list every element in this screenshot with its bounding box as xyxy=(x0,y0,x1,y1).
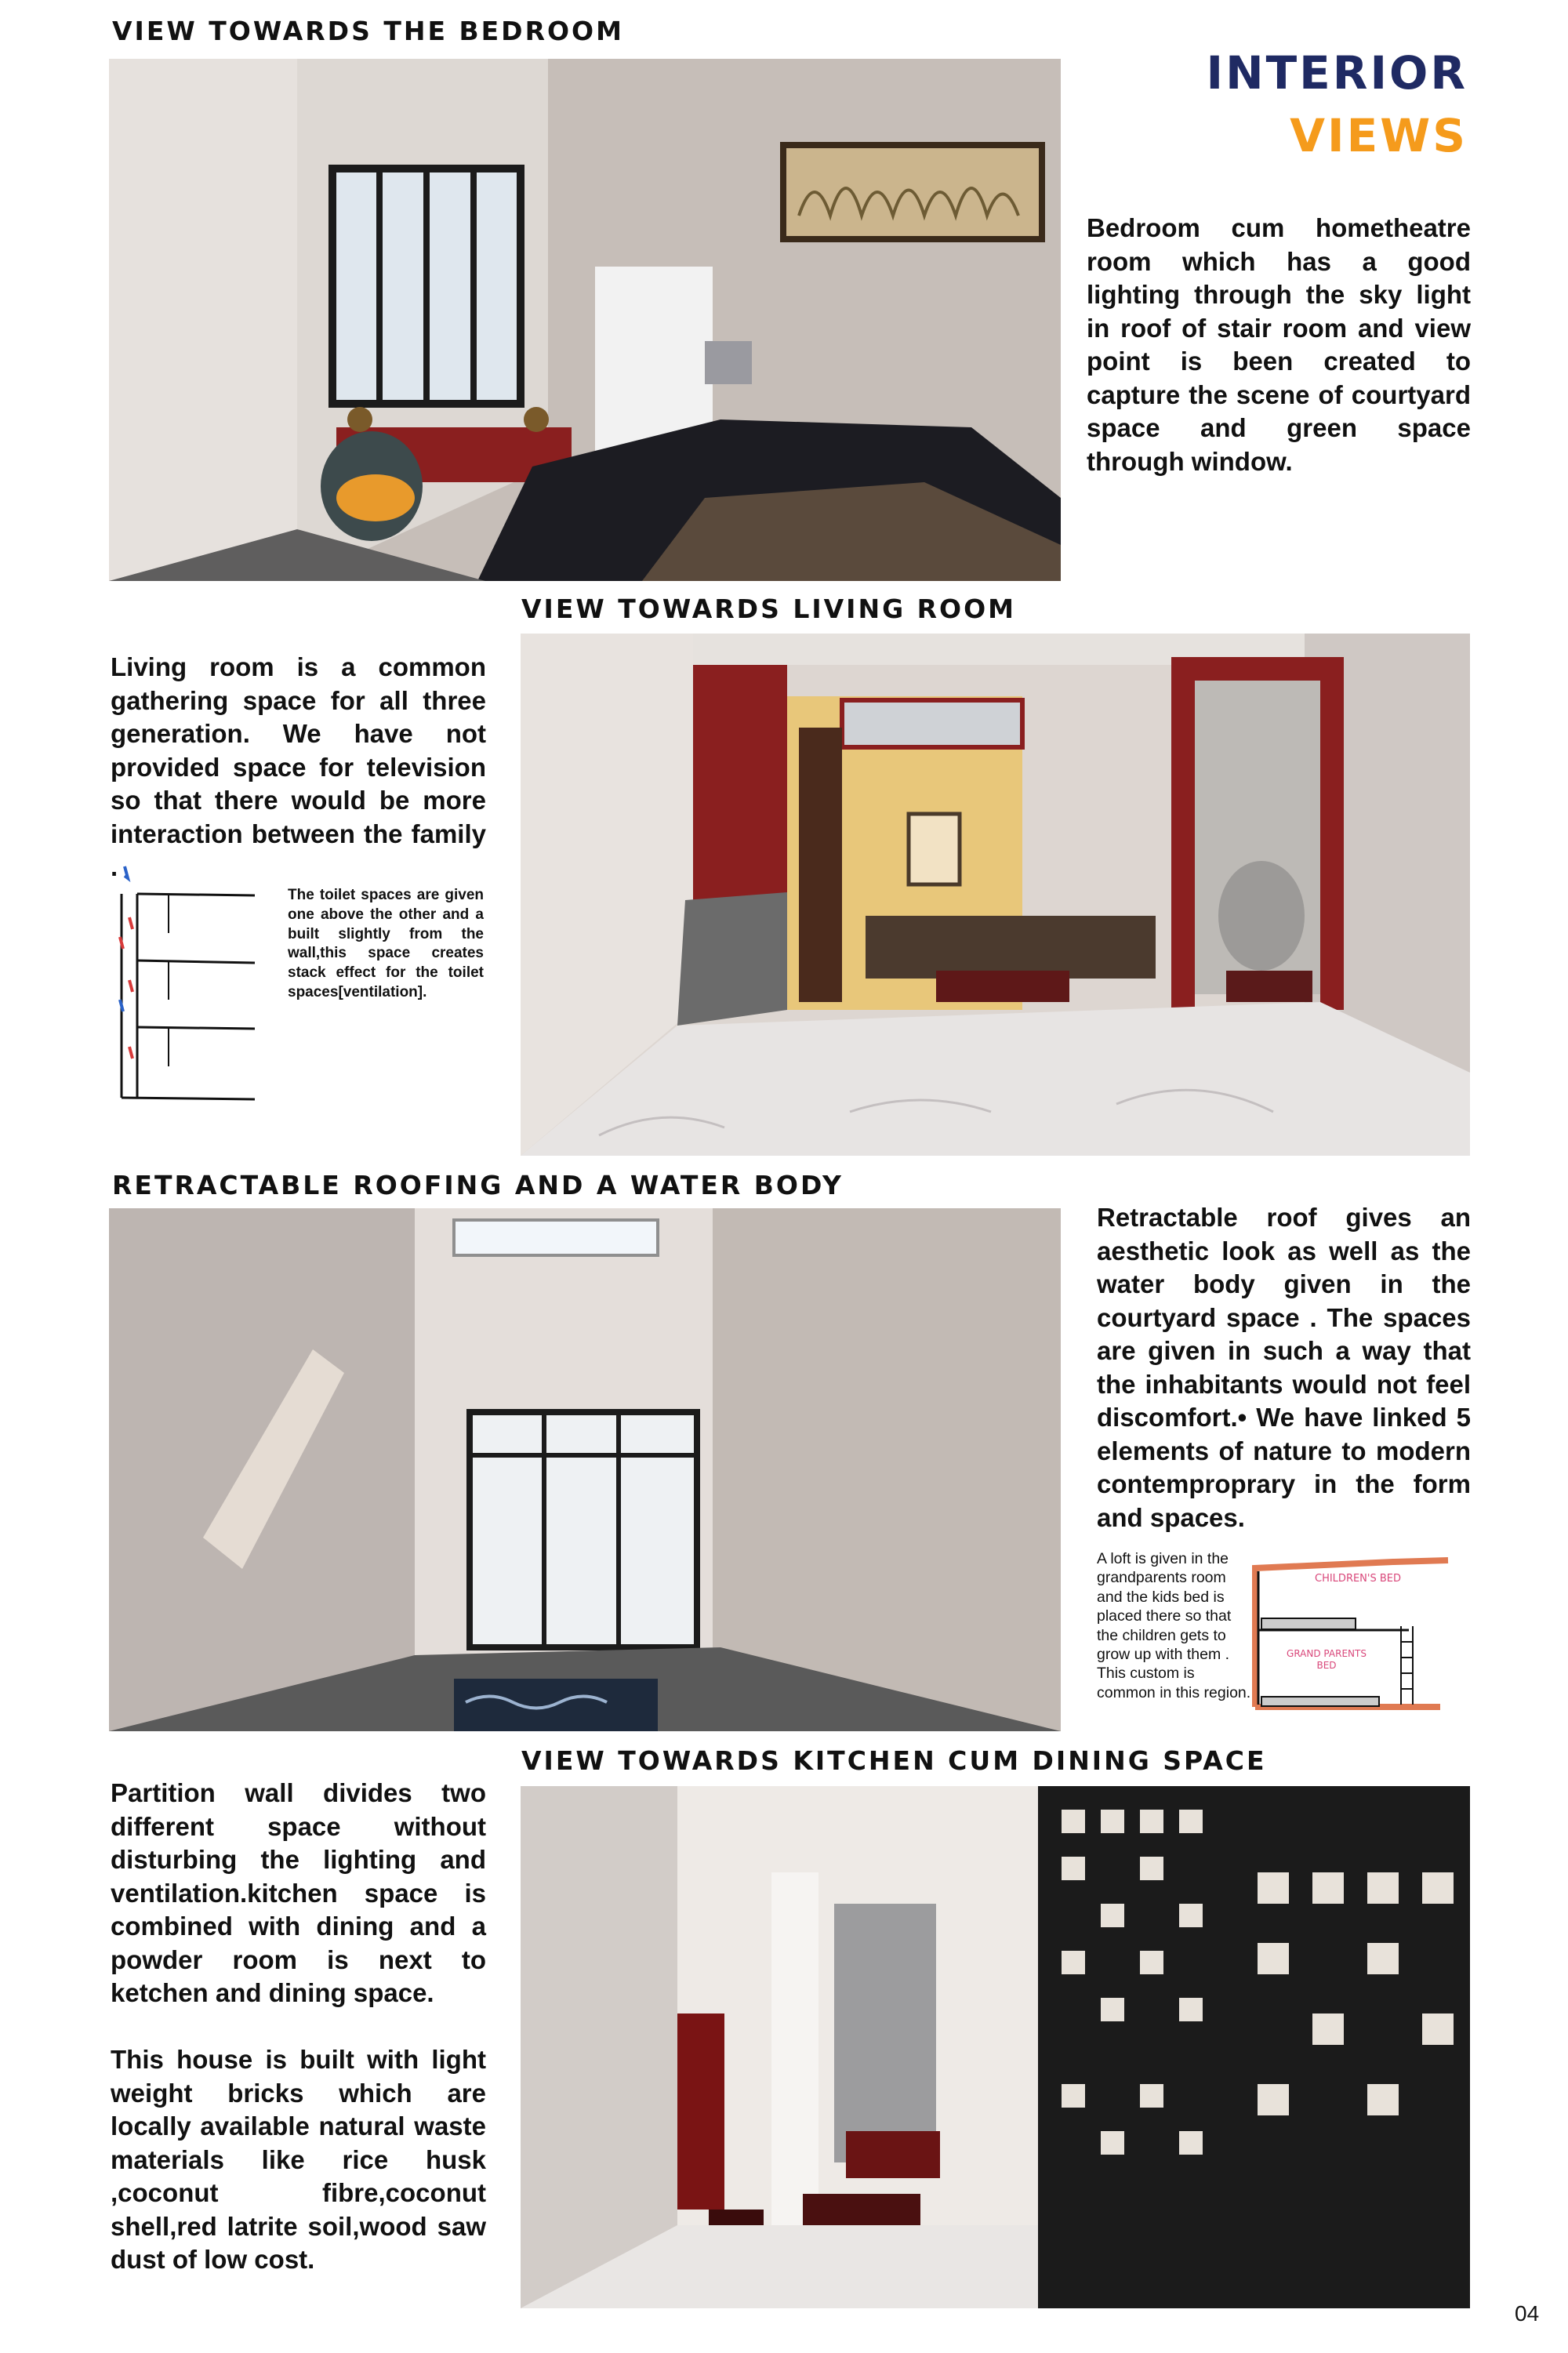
loft-sketch-label-lower: GRAND PARENTS BED xyxy=(1287,1648,1367,1671)
toilet-stack-note: The toilet spaces are given one above the other and a built slightly from the wall,this space creates stack effect for the toilet spaces[ventilation]. xyxy=(288,887,484,1000)
page-title-interior: INTERIOR xyxy=(1206,46,1468,100)
kitchen-dining-render-image xyxy=(521,1786,1470,2308)
section-title-living: VIEW TOWARDS LIVING ROOM xyxy=(521,594,1017,624)
loft-note: A loft is given in the grandparents room and the kids bed is placed there so that the children gets to grow up with them . This custom is common in this region. xyxy=(1097,1550,1251,1701)
roof-description: Retractable roof gives an aesthetic look as well as the water body given in the courtyard space . The spaces are given in such a way that the inhabitants would not feel discomfort.• We have linked 5 elements of nature to modern contemproprary in the form and spaces. xyxy=(1097,1203,1471,1532)
section-title-kitchen: VIEW TOWARDS KITCHEN CUM DINING SPACE xyxy=(521,1745,1267,1776)
loft-sketch-label-upper: CHILDREN'S BED xyxy=(1315,1573,1402,1585)
loft-section-sketch xyxy=(1252,1556,1459,1710)
kitchen-description-1: Partition wall divides two different space without disturbing the lighting and ventilation.kitchen space is combined with dining and a powder room is next to ketchen and dining space. xyxy=(111,1778,486,2007)
living-room-render-image xyxy=(521,634,1470,1156)
toilet-stack-sketch xyxy=(114,862,259,1106)
section-title-roof: RETRACTABLE ROOFING AND A WATER BODY xyxy=(112,1170,844,1200)
bedroom-description: Bedroom cum hometheatre room which has a good lighting through the sky light in roof of stair room and view point is been created to capture the scene of courtyard space and green space through window. xyxy=(1087,213,1471,476)
page-number: 04 xyxy=(1515,2301,1540,2326)
living-description: Living room is a common gathering space for all three generation. We have not provided space for television so that there would be more interaction between the family . xyxy=(111,652,486,881)
kitchen-description-2: This house is built with light weight bricks which are locally available natural waste materials like rice husk ,coconut fibre,coconut shell,red latrite soil,wood saw dust of low cost. xyxy=(111,2045,486,2274)
bedroom-render-image xyxy=(109,59,1061,581)
section-title-bedroom: VIEW TOWARDS THE BEDROOM xyxy=(112,16,624,46)
page-title-views: VIEWS xyxy=(1290,109,1468,162)
courtyard-render-image xyxy=(109,1208,1061,1731)
